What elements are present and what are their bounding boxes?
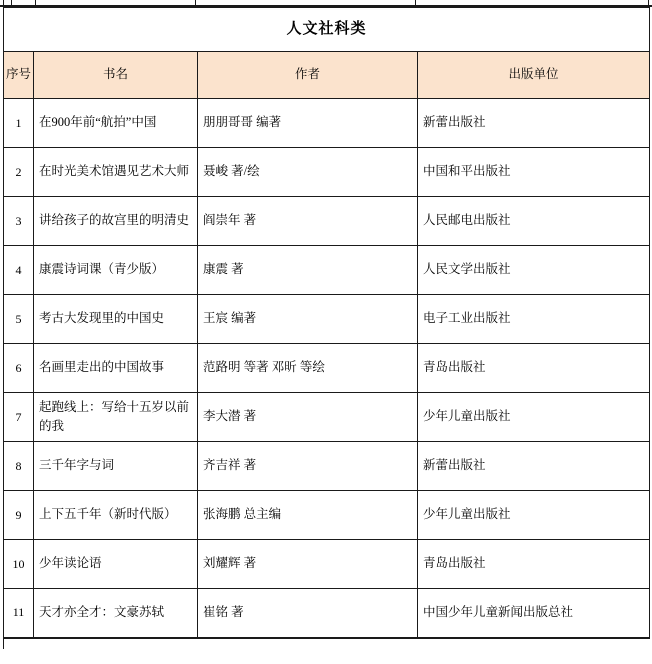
row-number: 6 — [4, 344, 34, 393]
book-title: 三千年字与词 — [34, 442, 198, 491]
book-author: 齐吉祥 著 — [198, 442, 418, 491]
book-author: 刘耀辉 著 — [198, 540, 418, 589]
book-title: 康震诗词课（青少版） — [34, 246, 198, 295]
row-number: 4 — [4, 246, 34, 295]
table-row — [4, 589, 650, 638]
book-author: 王宸 编著 — [198, 295, 418, 344]
table-left-border — [3, 639, 4, 649]
table-row — [4, 295, 650, 344]
book-publisher: 中国少年儿童新闻出版总社 — [418, 589, 650, 638]
column-header-row — [4, 52, 650, 99]
book-author: 范路明 等著 邓昕 等绘 — [198, 344, 418, 393]
row-number: 5 — [4, 295, 34, 344]
book-publisher: 人民邮电出版社 — [418, 197, 650, 246]
book-publisher: 人民文学出版社 — [418, 246, 650, 295]
book-table-body — [4, 8, 650, 638]
table-row — [4, 99, 650, 148]
book-author: 李大潜 著 — [198, 393, 418, 442]
row-number: 8 — [4, 442, 34, 491]
row-number: 11 — [4, 589, 34, 638]
table-row — [4, 540, 650, 589]
book-title: 考古大发现里的中国史 — [34, 295, 198, 344]
column-header-author: 作者 — [198, 52, 418, 99]
book-publisher: 少年儿童出版社 — [418, 393, 650, 442]
book-publisher: 中国和平出版社 — [418, 148, 650, 197]
category-header-row — [4, 8, 650, 52]
column-header-title: 书名 — [34, 52, 198, 99]
partial-row-divider — [11, 0, 12, 5]
row-number: 10 — [4, 540, 34, 589]
book-publisher: 青岛出版社 — [418, 540, 650, 589]
column-header-publisher: 出版单位 — [418, 52, 650, 99]
table-row — [4, 246, 650, 295]
table-right-border — [648, 0, 649, 5]
table-left-border — [3, 0, 4, 5]
book-publisher: 少年儿童出版社 — [418, 491, 650, 540]
book-author: 康震 著 — [198, 246, 418, 295]
row-number: 9 — [4, 491, 34, 540]
column-header-no: 序号 — [4, 52, 34, 99]
book-author: 崔铭 著 — [198, 589, 418, 638]
row-number: 1 — [4, 99, 34, 148]
book-title: 上下五千年（新时代版） — [34, 491, 198, 540]
row-number: 7 — [4, 393, 34, 442]
book-list-table — [3, 7, 650, 639]
table-row — [4, 197, 650, 246]
table-row — [4, 491, 650, 540]
book-title: 少年读论语 — [34, 540, 198, 589]
book-title: 在时光美术馆遇见艺术大师 — [34, 148, 198, 197]
partial-row-divider — [415, 0, 416, 5]
book-author: 张海鹏 总主编 — [198, 491, 418, 540]
book-title: 起跑线上：写给十五岁以前的我 — [34, 393, 198, 442]
table-row — [4, 344, 650, 393]
row-number: 3 — [4, 197, 34, 246]
book-publisher: 新蕾出版社 — [418, 442, 650, 491]
table-row — [4, 393, 650, 442]
book-title: 在900年前“航拍”中国 — [34, 99, 198, 148]
book-author: 阎崇年 著 — [198, 197, 418, 246]
book-author: 朋朋哥哥 编著 — [198, 99, 418, 148]
row-number: 2 — [4, 148, 34, 197]
book-title: 讲给孩子的故宫里的明清史 — [34, 197, 198, 246]
book-publisher: 新蕾出版社 — [418, 99, 650, 148]
partial-row-divider — [195, 0, 196, 5]
book-title: 名画里走出的中国故事 — [34, 344, 198, 393]
table-row — [4, 442, 650, 491]
partial-row-bottom — [0, 639, 652, 649]
book-publisher: 电子工业出版社 — [418, 295, 650, 344]
book-author: 聂峻 著/绘 — [198, 148, 418, 197]
book-title: 天才亦全才：文豪苏轼 — [34, 589, 198, 638]
book-publisher: 青岛出版社 — [418, 344, 650, 393]
table-row — [4, 148, 650, 197]
partial-row-top — [0, 0, 652, 7]
partial-row-divider — [35, 0, 36, 5]
category-title: 人文社科类 — [4, 8, 650, 52]
